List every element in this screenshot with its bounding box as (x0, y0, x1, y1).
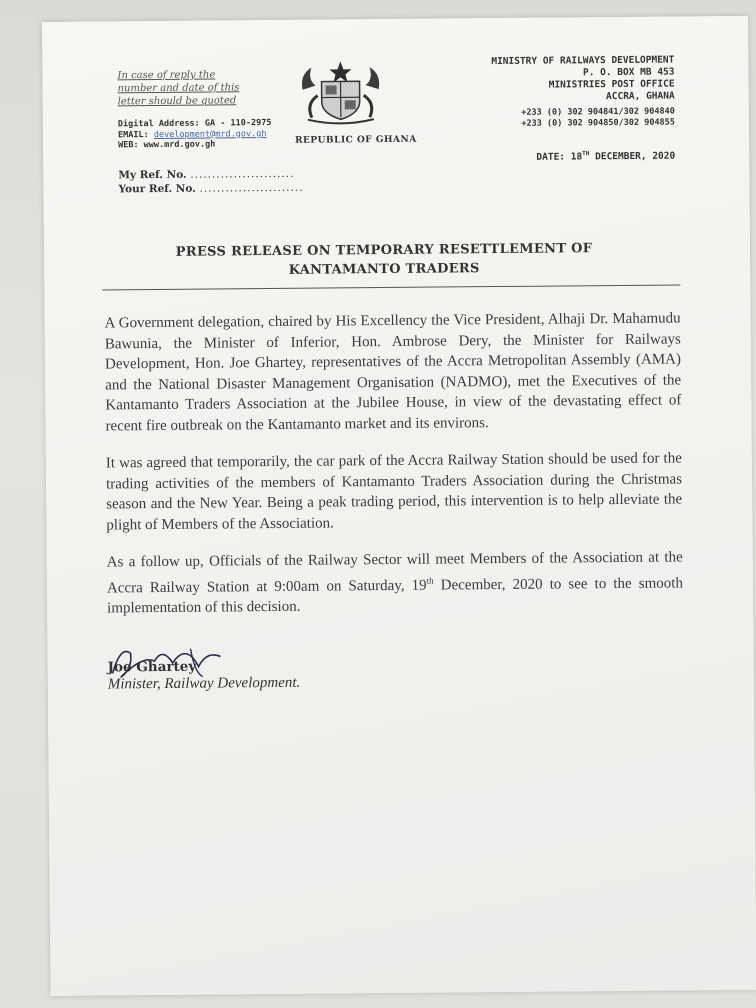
city: ACCRA, GHANA (605, 90, 675, 103)
paragraph-3-text: As a follow up, Officials of the Railway Sector will meet Members of the Association at the Accra Railway Station at 9:00am on Saturday, 19 (106, 549, 683, 596)
reply-note (117, 68, 267, 108)
ministry-name: MINISTRY OF RAILWAYS DEVELOPMENT (491, 54, 675, 68)
date-rest: DECEMBER, 2020 (589, 150, 676, 163)
paragraph-3-text-end: December, 2020 to see to the smooth implementation of this decision. (107, 574, 683, 617)
date-label: DATE: 18 (536, 151, 583, 163)
phone-line: +233 (0) 302 904850/302 904855 (521, 117, 675, 129)
email-line (118, 129, 272, 141)
signatory-name: Joe Ghartey (107, 658, 197, 676)
paragraph-3-sup: th (426, 575, 434, 586)
reply-note-line: number and date of this (117, 82, 240, 95)
your-ref (118, 181, 303, 197)
title-divider (102, 284, 680, 290)
ministry-address (491, 54, 674, 104)
letter-sheet (42, 16, 756, 996)
press-release-title (104, 239, 664, 282)
date-suffix: TH (582, 150, 590, 158)
phone-line: +233 (0) 302 904841/302 904840 (521, 106, 675, 118)
letter-body (105, 308, 684, 636)
my-ref-dots: ........................ (190, 167, 295, 181)
ghana-coat-of-arms-icon (297, 59, 384, 126)
paragraph-2: It was agreed that temporarily, the car park of the Accra Railway Station should be used for the trading activities of the members of Kantamanto Traders Association during the Christmas season and the New Year. Being a peak trading period, this intervention is to help alleviate the plight of Members of the Association. (105, 450, 683, 533)
post-office: MINISTRIES POST OFFICE (548, 78, 675, 91)
reply-note-line: letter should be quoted (117, 95, 237, 108)
po-box: P. O. BOX MB 453 (582, 66, 675, 79)
paragraph-1: A Government delegation, chaired by His Excellency the Vice President, Alhaji Dr. Mahamudu Bawunia, the Minister of Inferior, Hon. Ambrose Dery, the Minister for Railways Development, Hon. Joe Ghartey, representatives of the Accra Metropolitan Assembly (AMA) and the National Disaster Management Organisation (NADMO), met the Executives of the Kantamanto Traders Association at the Jubilee House, in view of the devastating effect of recent fire outbreak on the Kantamanto market and its environs. (104, 310, 682, 434)
reference-block (118, 167, 303, 197)
email-link[interactable]: development@mrd.gov.gh (153, 128, 267, 140)
title-line-1: PRESS RELEASE ON TEMPORARY RESETTLEMENT OF (175, 241, 593, 260)
contact-block (118, 118, 272, 151)
your-ref-label: Your Ref. No. (118, 182, 196, 196)
your-ref-dots: ........................ (199, 181, 304, 195)
signatory-title: Minister, Railway Development. (107, 674, 301, 693)
letter-date (536, 149, 675, 162)
paragraph-3 (107, 547, 684, 619)
digital-address: Digital Address: GA - 110-2975 (117, 118, 272, 130)
republic-label: REPUBLIC OF GHANA (295, 134, 417, 146)
title-line-2: KANTAMANTO TRADERS (288, 261, 480, 278)
my-ref-label: My Ref. No. (118, 168, 187, 182)
email-label: EMAIL: (117, 129, 149, 140)
phone-numbers (521, 106, 675, 129)
reply-note-line: In case of reply the (117, 69, 216, 82)
website: WEB: www.mrd.gov.gh (118, 139, 216, 151)
